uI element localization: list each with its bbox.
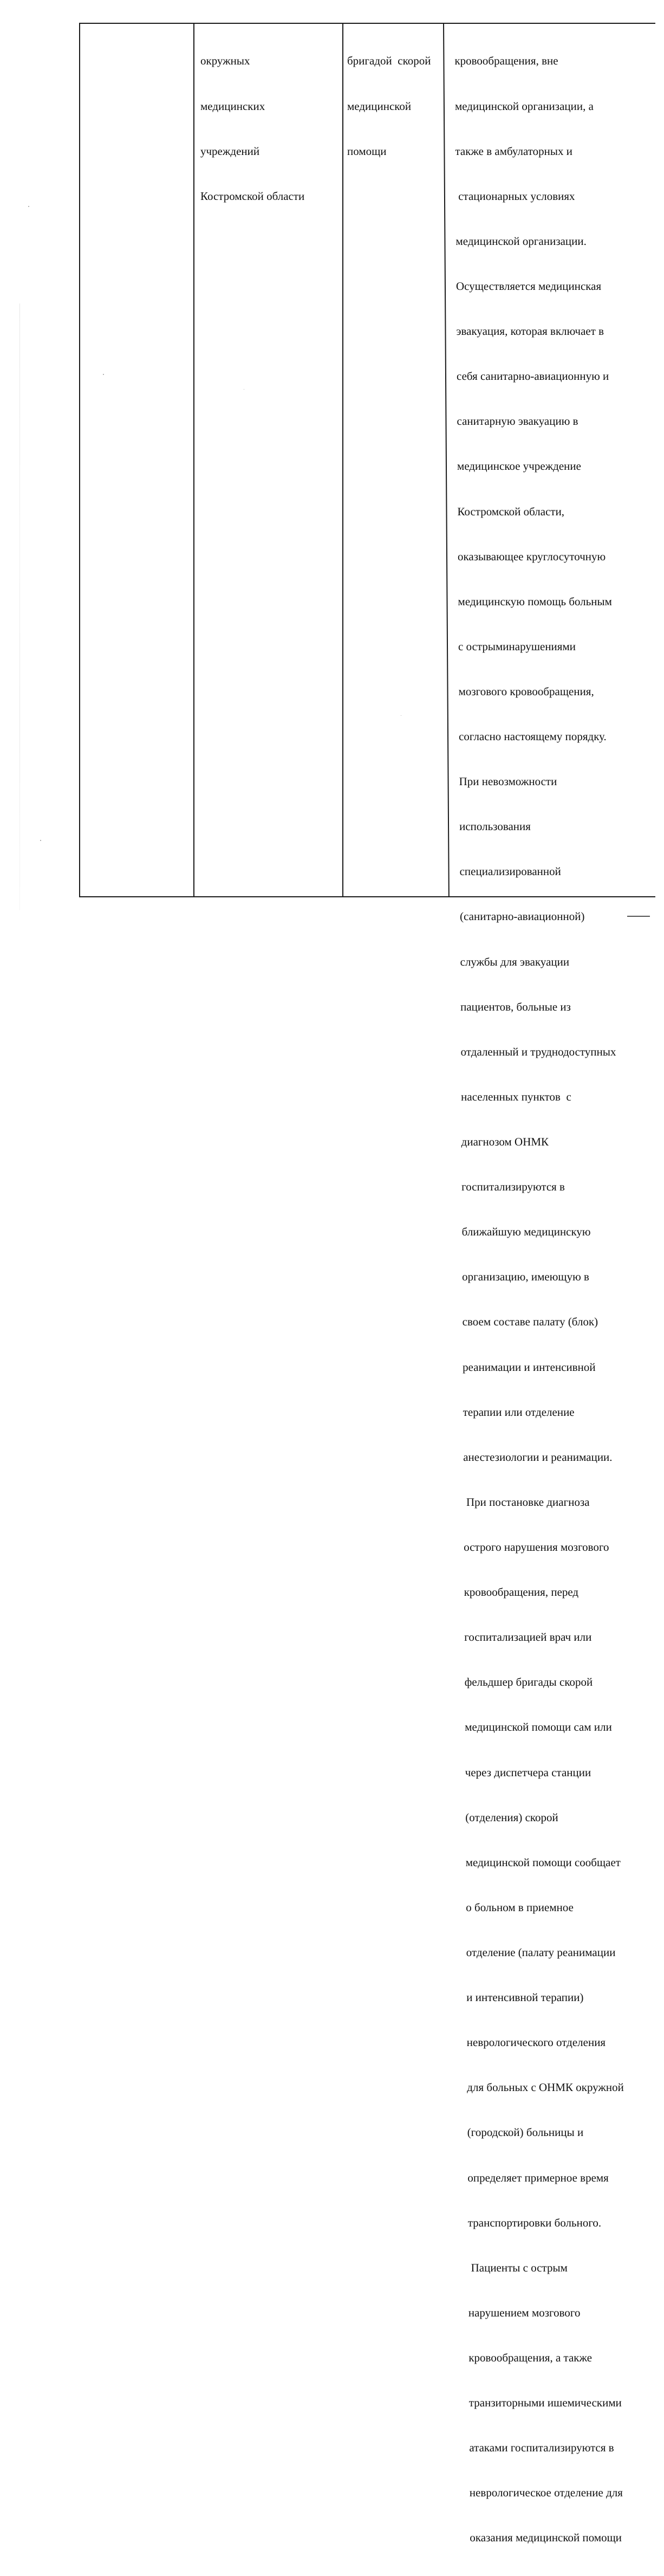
text-line: отделение (палату реанимации bbox=[466, 1946, 616, 1959]
text-line: медицинское учреждение bbox=[457, 459, 582, 473]
text-line: фельдшер бригады скорой bbox=[464, 1675, 593, 1689]
text-line: о больном в приемное bbox=[466, 1900, 574, 1914]
text-line: анестезиологии и реанимации. bbox=[463, 1450, 613, 1464]
text-line: населенных пунктов с bbox=[461, 1090, 571, 1103]
text-line: (городской) больницы и bbox=[467, 2126, 584, 2139]
text-line: атаками госпитализируются в bbox=[469, 2441, 614, 2455]
text-line: согласно настоящему порядку. bbox=[458, 730, 607, 743]
text-line: острого нарушения мозгового bbox=[464, 1541, 609, 1554]
text-line: санитарную эвакуацию в bbox=[457, 415, 578, 428]
table-cell-description bbox=[454, 24, 664, 2576]
text-line: Костромской области bbox=[200, 189, 305, 203]
text-line: медицинских bbox=[200, 99, 265, 113]
text-line: и интенсивной терапии) bbox=[466, 1991, 584, 2004]
text-line: неврологического отделения bbox=[466, 2036, 606, 2049]
text-line: медицинской организации. bbox=[455, 234, 587, 248]
text-line: кровообращения, перед bbox=[464, 1585, 579, 1599]
text-line: (санитарно-авиационной) bbox=[459, 910, 585, 923]
text-line: себя санитарно-авиационную и bbox=[456, 370, 609, 383]
text-line: Осуществляется медицинская bbox=[455, 279, 602, 293]
text-line: ближайшую медицинскую bbox=[461, 1225, 591, 1239]
page-corner-mark bbox=[627, 916, 650, 917]
scan-speck bbox=[40, 840, 41, 841]
text-line: отдаленный и труднодоступных bbox=[460, 1045, 616, 1058]
text-line: стационарных условиях bbox=[455, 189, 575, 203]
text-line: своем составе палату (блок) bbox=[462, 1315, 598, 1329]
text-line: При невозможности bbox=[459, 775, 557, 788]
text-line: службы для эвакуации bbox=[460, 955, 570, 968]
text-line: медицинской помощи сам или bbox=[465, 1720, 612, 1734]
text-line: медицинской bbox=[347, 99, 412, 113]
text-line: Костромской области, bbox=[457, 504, 565, 518]
text-line: госпитализацией врач или bbox=[464, 1630, 592, 1644]
text-line: мозгового кровообращения, bbox=[458, 684, 594, 698]
text-line: медицинской организации, а bbox=[454, 99, 594, 113]
text-line: Пациенты с острым bbox=[468, 2261, 568, 2274]
text-line: нарушением мозгового bbox=[468, 2306, 581, 2319]
text-line: с острыминарушениями bbox=[458, 639, 576, 653]
text-line: транзиторными ишемическими bbox=[468, 2396, 622, 2410]
text-line: При постановке диагноза bbox=[463, 1495, 590, 1509]
text-line: использования bbox=[459, 820, 531, 833]
text-line: помощи bbox=[347, 144, 387, 158]
text-line: эвакуация, которая включает в bbox=[456, 325, 604, 338]
text-line: окружных bbox=[200, 54, 250, 68]
text-line: госпитализируются в bbox=[461, 1180, 565, 1194]
scan-speck bbox=[28, 206, 29, 207]
text-line: специализированной bbox=[459, 865, 561, 878]
text-line: также в амбулаторных и bbox=[455, 144, 573, 158]
table-cell-delivery bbox=[347, 24, 440, 189]
text-line: бригадой скорой bbox=[347, 54, 431, 68]
column-divider-1 bbox=[193, 23, 194, 897]
text-line: реанимации и интенсивной bbox=[463, 1360, 596, 1374]
text-line: организацию, имеющую в bbox=[462, 1270, 589, 1284]
text-line: учреждений bbox=[200, 144, 260, 158]
text-line: для больных с ОНМК окружной bbox=[467, 2081, 624, 2094]
text-line: (отделения) скорой bbox=[465, 1810, 558, 1824]
text-line: кровообращения, вне bbox=[454, 54, 558, 68]
text-line: оказывающее круглосуточную bbox=[457, 549, 606, 563]
text-line: терапии или отделение bbox=[463, 1405, 575, 1419]
text-line: диагнозом ОНМК bbox=[461, 1135, 549, 1149]
table-cell-empty bbox=[81, 24, 190, 891]
text-line: неврологическое отделение для bbox=[469, 2486, 623, 2500]
text-line: медицинской помощи сообщает bbox=[465, 1855, 621, 1869]
scan-edge-artifact bbox=[19, 303, 20, 910]
text-line: оказания медицинской помощи bbox=[470, 2531, 622, 2545]
text-line: через диспетчера станции bbox=[465, 1765, 591, 1779]
text-line: транспортировки больного. bbox=[467, 2216, 602, 2229]
column-divider-2 bbox=[342, 23, 343, 897]
text-line: медицинскую помощь больным bbox=[458, 594, 612, 608]
text-line: определяет примерное время bbox=[467, 2171, 609, 2184]
text-line: пациентов, больные из bbox=[460, 1000, 571, 1013]
text-line: кровообращения, а также bbox=[468, 2351, 593, 2364]
table-cell-organizations bbox=[200, 24, 338, 234]
